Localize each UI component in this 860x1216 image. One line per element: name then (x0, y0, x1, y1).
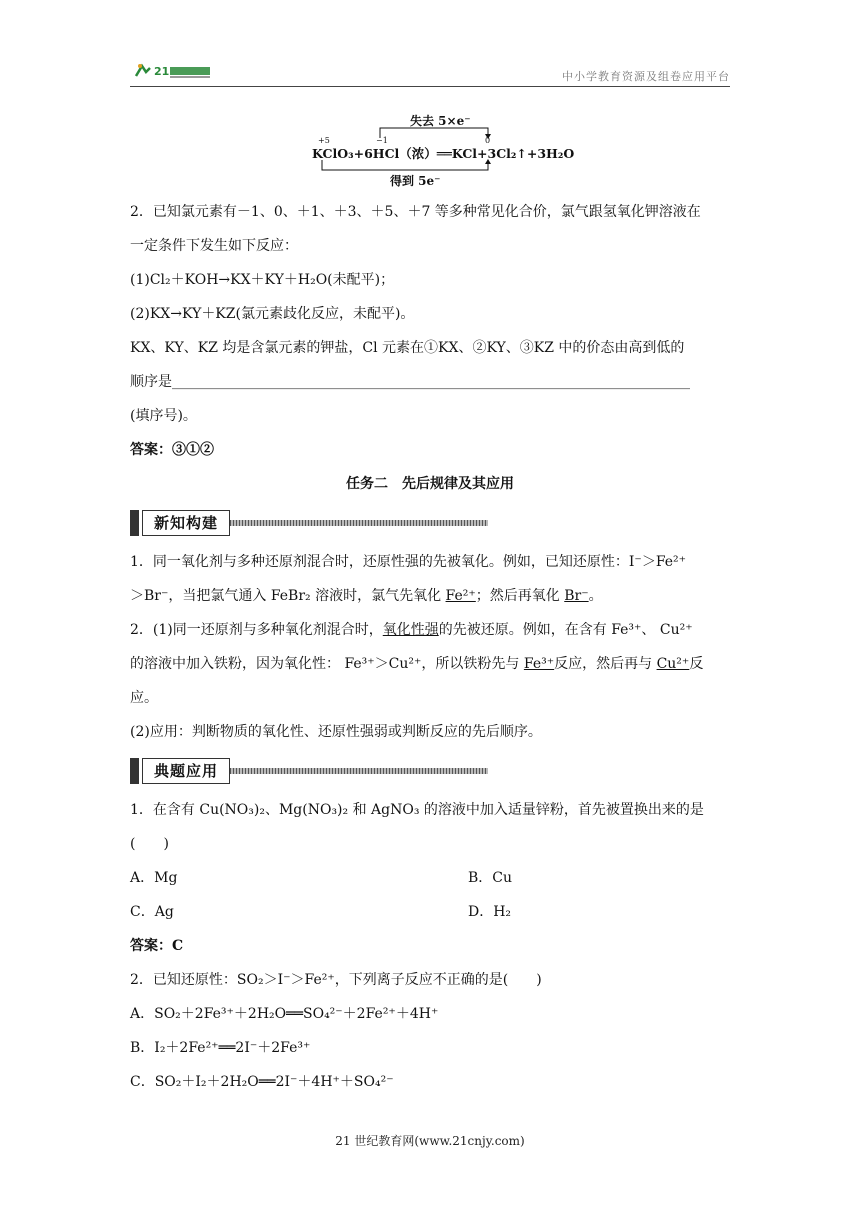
e1-line1: 1．在含有 Cu(NO₃)₂、Mg(NO₃)₂ 和 AgNO₃ 的溶液中加入适量锌粉，首先被置换出来的是 (130, 802, 704, 818)
platform-name: 中小学教育资源及组卷应用平台 (562, 70, 730, 83)
electron-transfer-diagram (310, 108, 575, 188)
q2-answer: 答案：③①② (130, 442, 214, 458)
redox-equation: KClO₃+6HCl（浓）══KCl+3Cl₂↑+3H₂O (312, 146, 575, 161)
q2-line3: KX、KY、KZ 均是含氯元素的钾盐，Cl 元素在①KX、②KY、③KZ 中的价态由高到低的 (130, 340, 685, 356)
e1-option-c: C．Ag (130, 904, 174, 920)
q2-reaction1: (1)Cl₂＋KOH→KX＋KY＋H₂O(未配平)； (130, 272, 395, 288)
section-label: 新知构建 (142, 510, 230, 536)
task-title: 任务二 先后规律及其应用 (346, 476, 514, 492)
k1-line1: 1．同一氧化剂与多种还原剂混合时，还原性强的先被氧化。例如，已知还原性：I⁻＞Fe²⁺ (130, 554, 687, 570)
q2-blank-line: 顺序是__________________________________________________________________________ (130, 374, 690, 390)
e2-option-c: C．SO₂＋I₂＋2H₂O══2I⁻＋4H⁺＋SO₄²⁻ (130, 1074, 394, 1090)
section-label: 典题应用 (142, 758, 230, 784)
site-logo (134, 62, 214, 80)
k1-line2: ＞Br⁻，当把氯气通入 FeBr₂ 溶液时，氯气先氧化 Fe²⁺；然后再氧化 Br⁻。 (130, 588, 603, 604)
e1-line2: ( ) (130, 836, 169, 852)
k2-line3: 应。 (130, 690, 158, 706)
e2-option-b: B．I₂＋2Fe²⁺══2I⁻＋2Fe³⁺ (130, 1040, 311, 1056)
k2-line1: 2．(1)同一还原剂与多种氧化剂混合时，氧化性强的先被还原。例如，在含有 Fe³⁺、 Cu²⁺ (130, 622, 693, 638)
e1-option-b: B．Cu (468, 870, 513, 886)
q2-line5: (填序号)。 (130, 408, 197, 424)
q2-reaction2: (2)KX→KY＋KZ(氯元素歧化反应，未配平)。 (130, 306, 415, 322)
answer-fe3: Fe³⁺ (523, 656, 555, 672)
section-header-new-knowledge (130, 510, 488, 536)
answer-oxidizing-strong: 氧化性强 (382, 622, 439, 638)
section-header-typical-problems (130, 758, 488, 784)
ox-state-hcl: −1 (376, 136, 388, 145)
header-divider (130, 86, 730, 87)
e2-line1: 2．已知还原性：SO₂＞I⁻＞Fe²⁺，下列离子反应不正确的是( ) (130, 972, 542, 988)
svg-text:21: 21 (154, 65, 170, 78)
answer-br: Br⁻ (564, 588, 589, 604)
ox-state-cl2: 0 (485, 136, 491, 145)
electron-gained-label: 得到 5e⁻ (390, 174, 441, 188)
answer-fe2: Fe²⁺ (445, 588, 476, 604)
e1-option-a: A．Mg (130, 870, 178, 886)
e1-option-d: D．H₂ (468, 904, 512, 920)
ox-state-k: +5 (318, 136, 330, 145)
e1-answer: 答案：C (130, 938, 184, 954)
e2-option-a: A．SO₂＋2Fe³⁺＋2H₂O══SO₄²⁻＋2Fe²⁺＋4H⁺ (130, 1006, 439, 1022)
k2-line2: 的溶液中加入铁粉，因为氧化性： Fe³⁺＞Cu²⁺，所以铁粉先与 Fe³⁺反应，然后再与 Cu²⁺反 (130, 656, 704, 672)
q2-line1: 2．已知氯元素有－1、0、＋1、＋3、＋5、＋7 等多种常见化合价，氯气跟氢氧化钾溶液在 (130, 204, 701, 220)
q2-line2: 一定条件下发生如下反应： (130, 238, 298, 254)
page-footer: 21 世纪教育网(www.21cnjy.com) (335, 1134, 525, 1148)
electron-lost-label: 失去 5×e⁻ (410, 114, 471, 128)
answer-cu2: Cu²⁺ (656, 656, 690, 672)
k2-line4: (2)应用：判断物质的氧化性、还原性强弱或判断反应的先后顺序。 (130, 724, 542, 740)
